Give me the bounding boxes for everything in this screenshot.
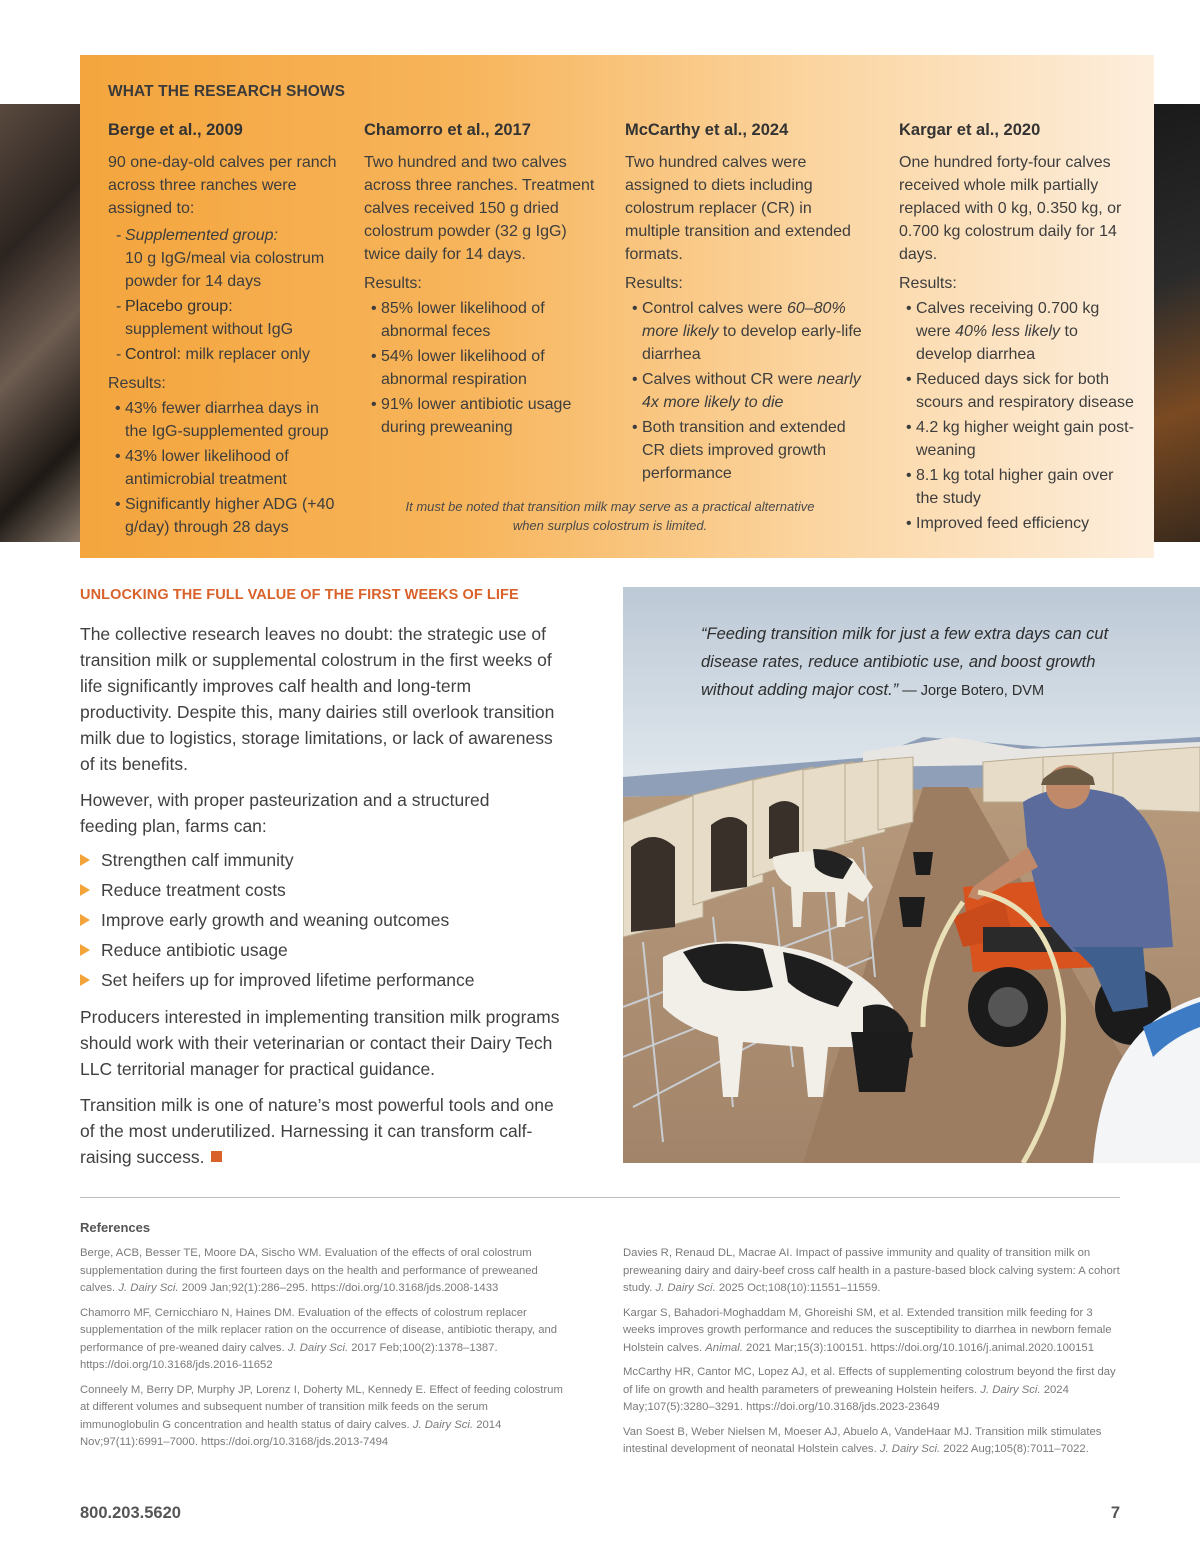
result-item: • 85% lower likelihood of abnormal feces [364,297,596,343]
study-berge [108,119,338,541]
result-item: • 43% lower likelihood of antimicrobial treatment [108,445,338,491]
study-mccarthy [625,119,870,487]
reference-item: Conneely M, Berry DP, Murphy JP, Lorenz I, Doherty ML, Kennedy E. Effect of feeding colostrum at different volumes and subsequent number of transition milk feeds on the serum immunoglobulin G concentration and health status of dairy calves. J. Dairy Sci. 2014 Nov;97(11):6991–7000. https://doi.org/10.3168/jds.2013-7494 [80,1383,563,1448]
benefit-list [80,848,475,998]
section-heading: UNLOCKING THE FULL VALUE OF THE FIRST WEEKS OF LIFE [80,587,519,603]
results-list [364,297,596,439]
triangle-bullet-icon [80,944,90,956]
result-item: • Control calves were 60–80% more likely to develop early-life diarrhea [625,297,870,366]
paragraph-closing: Transition milk is one of nature’s most powerful tools and one of the most underutilized. Harnessing it can transform calf-raising success. [80,1095,554,1167]
result-item: • Reduced days sick for both scours and respiratory disease [899,368,1134,414]
references-left [80,1245,570,1459]
pull-quote: “Feeding transition milk for just a few extra days can cut disease rates, reduce antibiotic use, and boost growth without adding major cost.” — Jorge Botero, DVM [701,625,1109,699]
group-item: - Placebo group: supplement without IgG [108,295,338,341]
reference-item: McCarthy HR, Cantor MC, Lopez AJ, et al. Effects of supplementing colostrum beyond the first day of life on growth and health parameters of preweaning Holstein heifers. J. Dairy Sci. 2024 May;107(5):3280–3291. https://doi.org/10.3168/jds.2023-23649 [623,1366,1116,1413]
paragraph-producers: Producers interested in implementing transition milk programs should work with their veterinarian or contact their Dairy Tech LLC territorial manager for practical guidance. [80,1007,560,1079]
triangle-bullet-icon [80,854,90,866]
group-list [108,224,338,366]
study-intro: 90 one-day-old calves per ranch across three ranches were assigned to: [108,154,337,217]
result-item: • 91% lower antibiotic usage during preweaning [364,393,596,439]
group-item: - Supplemented group: 10 g IgG/meal via colostrum powder for 14 days [108,224,338,293]
benefit-item: Reduce treatment costs [80,878,475,908]
results-label: Results: [899,275,957,292]
triangle-bullet-icon [80,914,90,926]
end-mark-icon [211,1151,222,1162]
study-title: Chamorro et al., 2017 [364,121,531,139]
study-title: Kargar et al., 2020 [899,121,1041,139]
benefit-item: Set heifers up for improved lifetime performance [80,968,475,998]
group-item: - Control: milk replacer only [108,343,338,366]
photo-strip-right [1154,104,1200,542]
paragraph-intro: The collective research leaves no doubt: the strategic use of transition milk or supplemental colostrum in the first weeks of life significantly improves calf health and long-term productivity. Despite this, many dairies still overlook transition milk due to logistics, storage limitations, or lack of awareness of its benefits. [80,624,555,774]
study-title: Berge et al., 2009 [108,121,243,139]
study-title: McCarthy et al., 2024 [625,121,789,139]
study-intro: One hundred forty-four calves received whole milk partially replaced with 0 kg, 0.350 kg, or 0.700 kg colostrum daily for 14 days. [899,154,1122,263]
result-item: • Improved feed efficiency [899,512,1134,535]
results-label: Results: [625,275,683,292]
paragraph-farms-can: However, with proper pasteurization and a structured feeding plan, farms can: [80,790,490,836]
result-item: • 54% lower likelihood of abnormal respiration [364,345,596,391]
footer-phone: 800.203.5620 [80,1504,181,1522]
result-item: • 8.1 kg total higher gain over the study [899,464,1134,510]
benefit-item: Improve early growth and weaning outcomes [80,908,475,938]
triangle-bullet-icon [80,884,90,896]
result-item: • Calves receiving 0.700 kg were 40% less likely to develop diarrhea [899,297,1134,366]
research-note: It must be noted that transition milk may serve as a practical alternative when surplus colostrum is limited. [405,499,815,533]
results-label: Results: [364,275,422,292]
reference-item: Chamorro MF, Cernicchiaro N, Haines DM. Evaluation of the effects of colostrum replacer supplementation of the milk replacer ration on the occurrence of disease, antibiotic therapy, and performance of pre-weaned dairy calves. J. Dairy Sci. 2017 Feb;100(2):1378–1387. https://doi.org/10.3168/jds.2016-11652 [80,1306,558,1371]
result-item: • Both transition and extended CR diets improved growth performance [625,416,870,485]
results-label: Results: [108,375,166,392]
benefit-item: Strengthen calf immunity [80,848,475,878]
triangle-bullet-icon [80,974,90,986]
study-chamorro [364,119,596,441]
results-list [108,397,338,539]
reference-item: Berge, ACB, Besser TE, Moore DA, Sischo WM. Evaluation of the effects of oral colostrum supplementation during the first fourteen days on the health and performance of preweaned calves. J. Dairy Sci. 2009 Jan;92(1):286–295. https://doi.org/10.3168/jds.2008-1433 [80,1247,538,1294]
research-heading: WHAT THE RESEARCH SHOWS [108,83,346,100]
result-item: • Significantly higher ADG (+40 g/day) through 28 days [108,493,338,539]
result-item: • 4.2 kg higher weight gain post-weaning [899,416,1134,462]
reference-item: Davies R, Renaud DL, Macrae AI. Impact of passive immunity and quality of transition milk on preweaning dairy and dairy-beef cross calf health in a pasture-based block calving system: A cohort study. J. Dairy Sci. 2025 Oct;108(10):11551–11559. [623,1247,1120,1294]
study-intro: Two hundred calves were assigned to diets including colostrum replacer (CR) in multiple transition and extended formats. [625,154,851,263]
calf-photo-strip-left [0,104,80,542]
results-list [625,297,870,485]
references-right [623,1245,1120,1466]
reference-item: Van Soest B, Weber Nielsen M, Moeser AJ, Abuelo A, VandeHaar MJ. Transition milk stimulates intestinal development of neonatal Holstein calves. J. Dairy Sci. 2022 Aug;105(8):7011–7022. [623,1425,1102,1455]
page-number: 7 [1110,1504,1120,1522]
references-heading: References [80,1220,151,1235]
research-box [80,55,1154,558]
result-item: • Calves without CR were nearly 4x more likely to die [625,368,870,414]
result-item: • 43% fewer diarrhea days in the IgG-supplemented group [108,397,338,443]
study-intro: Two hundred and two calves across three ranches. Treatment calves received 150 g dried colostrum powder (32 g IgG) twice daily for 14 days. [364,154,595,263]
benefit-item: Reduce antibiotic usage [80,938,475,968]
reference-item: Kargar S, Bahadori-Moghaddam M, Ghoreishi SM, et al. Extended transition milk feeding for 3 weeks improves growth performance and reduces the susceptibility to diarrhea in newborn female Holstein calves. Animal. 2021 Mar;15(3):100151. https://doi.org/10.1016/j.animal.2020.100151 [623,1306,1112,1354]
results-list [899,297,1134,535]
study-kargar [899,119,1134,537]
divider [80,1197,1120,1198]
